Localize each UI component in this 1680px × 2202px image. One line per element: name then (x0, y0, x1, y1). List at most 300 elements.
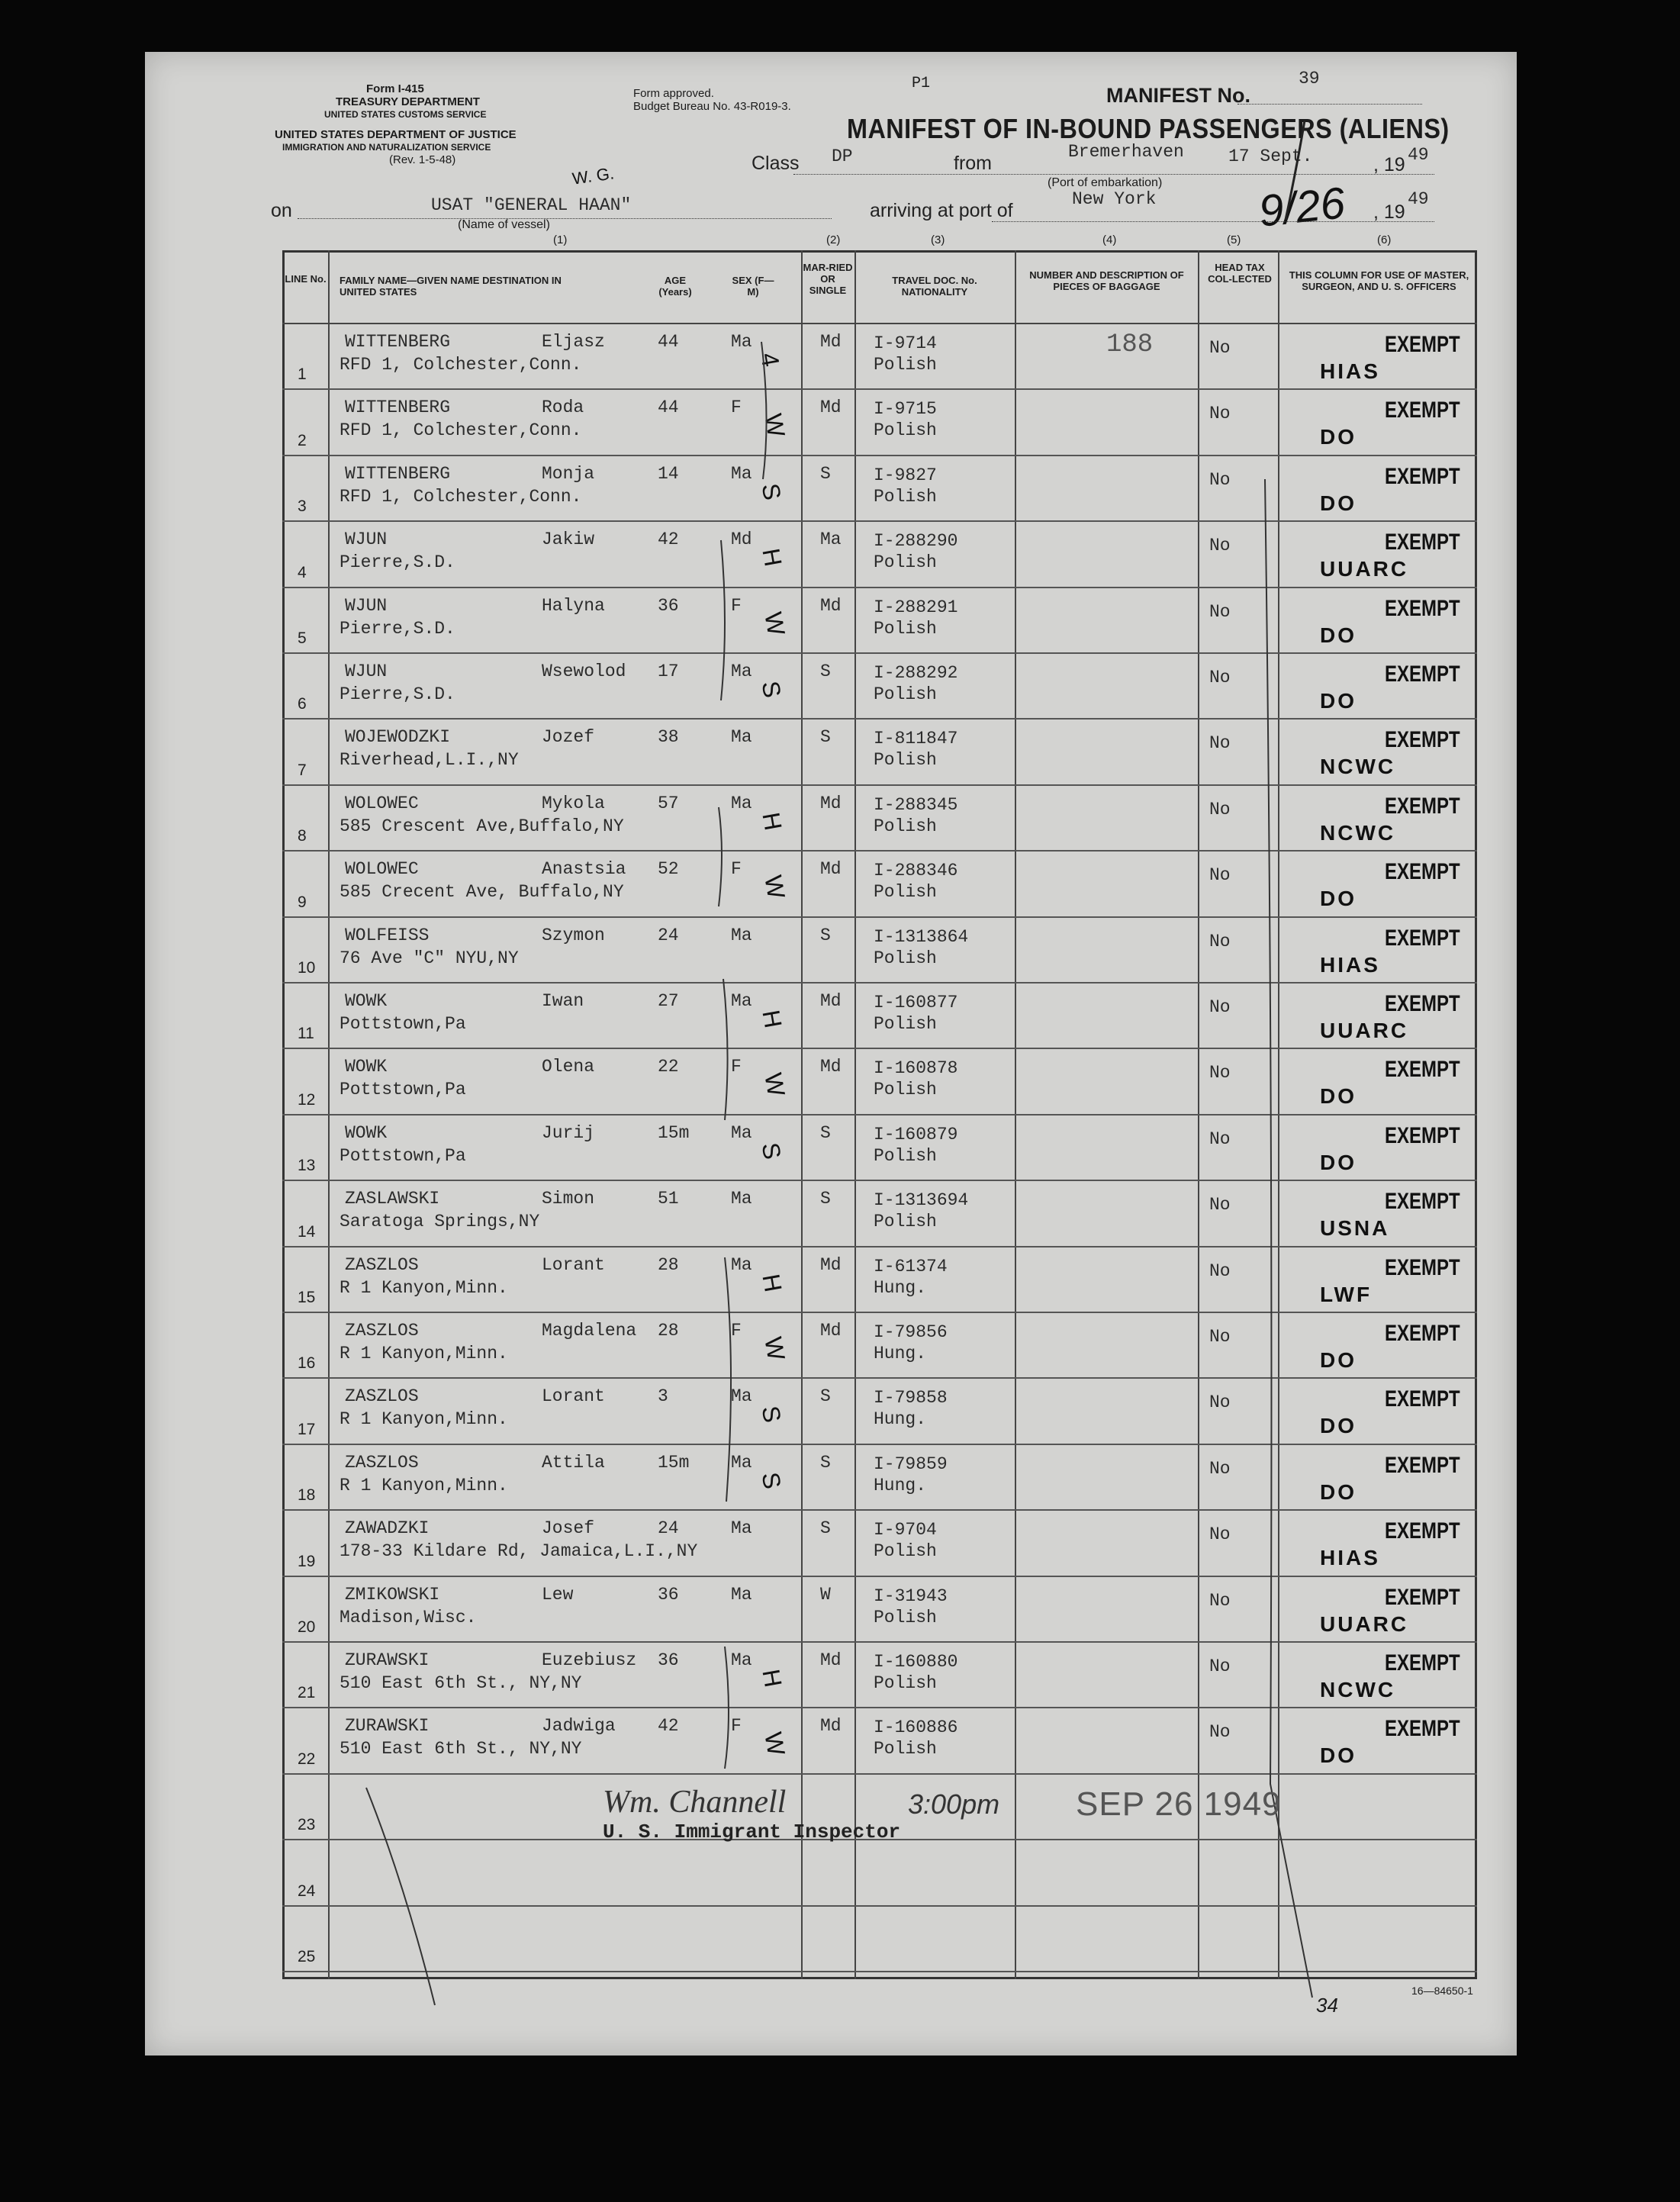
family-relation-mark: H (757, 810, 787, 832)
age-value: 28 (658, 1254, 679, 1275)
line-number: 10 (298, 959, 316, 977)
marital-status: Md (820, 1716, 842, 1737)
sex-value: F (731, 1321, 742, 1341)
marital-status: Md (820, 1321, 842, 1341)
agency-note: UUARC (1320, 1611, 1409, 1636)
family-relation-mark: 4 (755, 350, 785, 369)
head-tax: No (1209, 1458, 1231, 1479)
exempt-status: EXEMPT (1385, 1452, 1460, 1478)
sex-value: F (731, 1057, 742, 1077)
line-number: 9 (298, 893, 307, 911)
age-value: 28 (658, 1321, 679, 1341)
sex-value: Ma (731, 332, 752, 352)
head-tax: No (1209, 1392, 1231, 1413)
family-name: WITTENBERG (345, 463, 451, 484)
agency-note: DO (1320, 1743, 1357, 1768)
head-tax: No (1209, 1590, 1231, 1611)
destination: RFD 1, Colchester,Conn. (340, 355, 582, 375)
destination: Madison,Wisc. (340, 1607, 477, 1627)
exempt-status: EXEMPT (1385, 1057, 1460, 1083)
travel-doc-number: I-288346 (874, 861, 958, 881)
sex-value: Ma (731, 1584, 752, 1605)
agency-note: DO (1320, 1084, 1357, 1109)
page-mark: P1 (912, 75, 931, 92)
sex-value: Ma (731, 1122, 752, 1143)
sex-value: F (731, 859, 742, 880)
class-label: Class (751, 153, 800, 174)
agency-note: DO (1320, 689, 1357, 713)
given-name: Attila (542, 1452, 605, 1473)
sex-value: Ma (731, 727, 752, 748)
age-value: 3 (658, 1386, 668, 1407)
travel-doc-number: I-79856 (874, 1322, 948, 1342)
family-name: WOJEWODZKI (345, 727, 451, 748)
travel-doc-number: I-9714 (874, 333, 937, 353)
exempt-status: EXEMPT (1385, 793, 1460, 819)
on-label: on (271, 200, 292, 221)
line-number: 2 (298, 431, 307, 449)
head-tax: No (1209, 668, 1231, 687)
nationality: Polish (874, 1673, 937, 1693)
given-name: Magdalena (542, 1321, 637, 1341)
family-relation-mark: S (756, 1470, 787, 1491)
line-number: 13 (298, 1157, 316, 1175)
col-number: (2) (826, 233, 841, 246)
nationality: Polish (874, 552, 937, 573)
age-value: 24 (658, 925, 679, 945)
travel-doc-number: I-288292 (874, 663, 958, 683)
family-name: ZASZLOS (345, 1254, 419, 1275)
destination: RFD 1, Colchester,Conn. (340, 486, 582, 507)
age-value: 36 (658, 1584, 679, 1605)
head-tax: No (1209, 1260, 1231, 1281)
family-name: ZASLAWSKI (345, 1189, 440, 1209)
family-relation-mark: W (759, 411, 790, 439)
exempt-status: EXEMPT (1385, 595, 1460, 621)
marital-status: S (820, 662, 831, 681)
agency-note: DO (1320, 1348, 1357, 1372)
agency-note: NCWC (1320, 1678, 1396, 1701)
marital-status: S (820, 727, 831, 748)
family-name: ZMIKOWSKI (345, 1584, 440, 1605)
age-value: 52 (658, 859, 679, 880)
head-tax: No (1209, 799, 1231, 819)
exempt-status: EXEMPT (1385, 530, 1460, 555)
vessel-name: USAT "GENERAL HAAN" (431, 195, 632, 215)
head-tax: No (1209, 865, 1231, 886)
agency-note: DO (1320, 425, 1357, 449)
given-name: Jakiw (542, 530, 595, 550)
family-name: WITTENBERG (345, 332, 451, 352)
line-number: 18 (298, 1486, 316, 1505)
head-tax: No (1209, 1327, 1231, 1347)
family-name: ZASZLOS (345, 1452, 419, 1473)
sex-value: F (731, 595, 742, 616)
marital-status: Md (820, 1057, 842, 1077)
sex-value: F (731, 398, 742, 418)
manifest-title: MANIFEST OF IN-BOUND PASSENGERS (ALIENS) (847, 113, 1450, 144)
destination: Pierre,S.D. (340, 552, 455, 573)
agency-note: DO (1320, 1414, 1357, 1438)
age-value: 15m (658, 1122, 690, 1143)
manifest-number: 39 (1299, 69, 1320, 89)
exempt-status: EXEMPT (1385, 1650, 1460, 1676)
age-value: 17 (658, 662, 679, 681)
agency-note: HIAS (1320, 952, 1380, 977)
given-name: Simon (542, 1189, 595, 1209)
manifest-no-label: MANIFEST No. (1106, 84, 1250, 107)
travel-doc-number: I-9704 (874, 1520, 937, 1540)
col-header-officers: THIS COLUMN FOR USE OF MASTER, SURGEON, AND U. S. OFFICERS (1289, 269, 1469, 292)
age-value: 44 (658, 332, 679, 352)
family-relation-mark: H (757, 546, 787, 569)
age-value: 24 (658, 1518, 679, 1539)
travel-doc-number: I-160880 (874, 1652, 958, 1672)
age-value: 42 (658, 1716, 679, 1737)
nationality: Polish (874, 948, 937, 968)
nationality: Hung. (874, 1344, 927, 1363)
nationality: Polish (874, 1080, 937, 1100)
arrival-date-handwritten: 9/26 (1256, 178, 1347, 237)
exempt-status: EXEMPT (1385, 662, 1460, 687)
revision-date: (Rev. 1-5-48) (389, 153, 456, 166)
travel-doc-number: I-160878 (874, 1058, 958, 1079)
arrival-year: 49 (1408, 189, 1429, 209)
col-header-age: AGE (Years) (658, 275, 692, 298)
head-tax: No (1209, 469, 1231, 490)
sex-value: Md (731, 530, 752, 550)
head-tax: No (1209, 1063, 1231, 1083)
agency-note: UUARC (1320, 557, 1409, 581)
given-name: Jadwiga (542, 1716, 616, 1737)
family-name: WJUN (345, 595, 388, 616)
sex-value: Ma (731, 662, 752, 681)
ins-service: IMMIGRATION AND NATURALIZATION SERVICE (282, 142, 491, 153)
sex-value: Ma (731, 793, 752, 813)
travel-doc-number: I-1313864 (874, 926, 969, 947)
sex-value: Ma (731, 1452, 752, 1473)
marital-status: S (820, 463, 831, 484)
departure-date: 17 Sept. (1228, 146, 1313, 166)
exempt-status: EXEMPT (1385, 1321, 1460, 1346)
line-number: 23 (298, 1816, 316, 1834)
form-number: Form I-415 (366, 82, 424, 95)
col-number: (5) (1227, 233, 1241, 246)
line-number: 25 (298, 1948, 316, 1965)
signature-time: 3:00pm (908, 1788, 1000, 1820)
sex-value: Ma (731, 1650, 752, 1670)
head-tax: No (1209, 733, 1231, 754)
family-name: WOWK (345, 1057, 388, 1077)
destination: RFD 1, Colchester,Conn. (340, 420, 582, 441)
family-relation-mark: S (756, 481, 787, 502)
travel-doc-number: I-160877 (874, 993, 958, 1012)
head-tax: No (1209, 1195, 1231, 1215)
agency-note: HIAS (1320, 359, 1380, 383)
col-number: (4) (1102, 233, 1117, 246)
col-header-sex: SEX (F—M) (732, 275, 774, 298)
head-tax: No (1209, 931, 1231, 951)
marital-status: Md (820, 1254, 842, 1275)
customs-service: UNITED STATES CUSTOMS SERVICE (324, 109, 487, 120)
sex-value: Ma (731, 1386, 752, 1407)
family-name: WOWK (345, 1122, 388, 1143)
family-relation-mark: S (756, 1404, 787, 1425)
family-relation-mark: H (757, 1007, 787, 1030)
line-number: 15 (298, 1289, 316, 1306)
line-number: 4 (298, 563, 307, 581)
destination: Pierre,S.D. (340, 684, 455, 704)
sex-value: F (731, 1716, 742, 1737)
head-tax: No (1209, 1656, 1231, 1676)
family-relation-mark: W (759, 1334, 790, 1363)
exempt-status: EXEMPT (1385, 1122, 1460, 1148)
line-number: 3 (298, 497, 307, 516)
nationality: Polish (874, 618, 937, 639)
col-number: (6) (1377, 233, 1392, 246)
line-number: 20 (298, 1618, 316, 1636)
nationality: Polish (874, 1014, 937, 1034)
col-header-baggage: NUMBER AND DESCRIPTION OF PIECES OF BAGGAGE (1029, 269, 1184, 292)
sex-value: Ma (731, 991, 752, 1011)
age-value: 57 (658, 793, 679, 813)
col-number: (1) (553, 233, 568, 246)
destination: R 1 Kanyon,Minn. (340, 1409, 508, 1430)
family-name: WJUN (345, 662, 388, 681)
marital-status: Ma (820, 530, 842, 550)
head-tax: No (1209, 536, 1231, 556)
nationality: Polish (874, 750, 937, 771)
page-number: 34 (1316, 1994, 1338, 2017)
destination: 585 Crecent Ave, Buffalo,NY (340, 882, 624, 903)
family-name: WOLFEISS (345, 925, 430, 945)
arriving-label: arriving at port of (870, 200, 1013, 221)
line-number: 21 (298, 1684, 316, 1702)
col-header-travel-doc: TRAVEL DOC. No. NATIONALITY (892, 275, 977, 298)
family-relation-mark: W (759, 873, 790, 901)
given-name: Lew (542, 1584, 574, 1605)
travel-doc-number: I-160879 (874, 1124, 958, 1144)
baggage-count: 188 (1106, 330, 1154, 359)
family-name: ZAWADZKI (345, 1518, 430, 1539)
nationality: Polish (874, 1541, 937, 1562)
travel-doc-number: I-9715 (874, 399, 937, 420)
form-code: 16—84650-1 (1411, 1985, 1473, 1997)
inspector-title: U. S. Immigrant Inspector (603, 1821, 901, 1843)
head-tax: No (1209, 601, 1231, 622)
family-relation-mark: W (759, 610, 790, 638)
exempt-status: EXEMPT (1385, 1254, 1460, 1280)
nationality: Polish (874, 882, 937, 903)
exempt-status: EXEMPT (1385, 1518, 1460, 1544)
form-approved: Form approved. (633, 87, 714, 100)
family-brackets (145, 52, 1517, 2056)
agency-note: NCWC (1320, 820, 1396, 845)
marital-status: Md (820, 991, 842, 1011)
line-number: 1 (298, 365, 307, 384)
from-label: from (954, 153, 992, 174)
marital-status: Md (820, 332, 842, 352)
line-number: 22 (298, 1750, 316, 1768)
destination: Pottstown,Pa (340, 1014, 466, 1034)
date-stamp: SEP 26 1949 (1076, 1785, 1282, 1823)
family-name: WOWK (345, 991, 388, 1011)
year-label: , 19 (1373, 154, 1405, 175)
given-name: Wsewolod (542, 662, 626, 681)
destination: R 1 Kanyon,Minn. (340, 1277, 508, 1298)
line-number: 8 (298, 827, 307, 845)
sex-value: Ma (731, 1189, 752, 1209)
agency-note: DO (1320, 887, 1357, 911)
marital-status: Md (820, 398, 842, 418)
exempt-status: EXEMPT (1385, 991, 1460, 1016)
agency-note: NCWC (1320, 755, 1396, 779)
given-name: Lorant (542, 1386, 605, 1407)
age-value: 15m (658, 1452, 690, 1473)
line-number: 6 (298, 695, 307, 713)
agency-note: HIAS (1320, 1546, 1380, 1570)
age-value: 36 (658, 595, 679, 616)
age-value: 42 (658, 530, 679, 550)
travel-doc-number: I-9827 (874, 465, 937, 485)
line-number: 12 (298, 1090, 316, 1109)
family-name: ZURAWSKI (345, 1650, 430, 1670)
destination: Pierre,S.D. (340, 618, 455, 639)
arrival-port: New York (1072, 189, 1157, 209)
sex-value: Ma (731, 1254, 752, 1275)
agency-note: DO (1320, 623, 1357, 647)
given-name: Jurij (542, 1122, 595, 1143)
justice-department: UNITED STATES DEPARTMENT OF JUSTICE (275, 128, 517, 141)
family-name: ZURAWSKI (345, 1716, 430, 1737)
exempt-status: EXEMPT (1385, 398, 1460, 423)
agency-note: DO (1320, 491, 1357, 515)
marital-status: Md (820, 595, 842, 616)
given-name: Anastsia (542, 859, 626, 880)
exempt-status: EXEMPT (1385, 1189, 1460, 1215)
travel-doc-number: I-288345 (874, 794, 958, 815)
manifest-sheet (145, 52, 1517, 2056)
nationality: Polish (874, 1212, 937, 1232)
nationality: Polish (874, 816, 937, 836)
line-number: 17 (298, 1420, 316, 1438)
destination: 510 East 6th St., NY,NY (340, 1739, 582, 1759)
destination: 585 Crescent Ave,Buffalo,NY (340, 816, 624, 836)
line-number: 14 (298, 1222, 316, 1241)
travel-doc-number: I-31943 (874, 1586, 948, 1606)
destination: R 1 Kanyon,Minn. (340, 1344, 508, 1363)
family-relation-mark: H (757, 1666, 787, 1689)
line-number: 19 (298, 1552, 316, 1570)
marital-status: Md (820, 1650, 842, 1670)
agency-note: USNA (1320, 1216, 1390, 1241)
travel-doc-number: I-160886 (874, 1717, 958, 1738)
travel-doc-number: I-61374 (874, 1256, 948, 1276)
given-name: Szymon (542, 925, 605, 945)
given-name: Iwan (542, 991, 584, 1011)
exempt-status: EXEMPT (1385, 332, 1460, 357)
destination: Pottstown,Pa (340, 1080, 466, 1100)
family-relation-mark: S (756, 678, 787, 700)
family-name: WOLOWEC (345, 859, 419, 880)
destination: Saratoga Springs,NY (340, 1212, 540, 1232)
line-number: 11 (298, 1025, 314, 1043)
given-name: Olena (542, 1057, 595, 1077)
marital-status: Md (820, 793, 842, 813)
sex-value: Ma (731, 463, 752, 484)
departure-year: 49 (1408, 145, 1429, 165)
age-value: 22 (658, 1057, 679, 1077)
travel-doc-number: I-811847 (874, 729, 958, 749)
nationality: Polish (874, 486, 937, 507)
inspector-signature: Wm. Channell (603, 1785, 787, 1820)
nationality: Polish (874, 420, 937, 441)
given-name: Josef (542, 1518, 595, 1539)
nationality: Hung. (874, 1277, 927, 1298)
head-tax: No (1209, 1524, 1231, 1545)
given-name: Monja (542, 463, 595, 484)
nationality: Polish (874, 1739, 937, 1759)
marital-status: S (820, 1122, 831, 1143)
marital-status: W (820, 1584, 831, 1605)
age-value: 44 (658, 398, 679, 418)
agency-note: UUARC (1320, 1019, 1409, 1042)
agency-note: DO (1320, 1479, 1357, 1504)
head-tax: No (1209, 997, 1231, 1017)
col-header-name: FAMILY NAME—GIVEN NAME DESTINATION IN UNITED STATES (340, 275, 562, 298)
line-number: 24 (298, 1882, 316, 1900)
col-header-line-no: LINE No. (285, 273, 327, 285)
class-value: DP (832, 146, 853, 166)
agency-note: LWF (1320, 1282, 1373, 1306)
marital-status: S (820, 925, 831, 945)
marital-status: S (820, 1518, 831, 1539)
destination: R 1 Kanyon,Minn. (340, 1475, 508, 1495)
age-value: 27 (658, 991, 679, 1011)
nationality: Polish (874, 684, 937, 704)
destination: Pottstown,Pa (340, 1145, 466, 1166)
treasury-department: TREASURY DEPARTMENT (336, 95, 480, 108)
age-value: 38 (658, 727, 679, 748)
marital-status: Md (820, 859, 842, 880)
exempt-status: EXEMPT (1385, 1386, 1460, 1412)
given-name: Eljasz (542, 332, 605, 352)
marital-status: S (820, 1189, 831, 1209)
age-value: 51 (658, 1189, 679, 1209)
sex-value: Ma (731, 925, 752, 945)
destination: 76 Ave "C" NYU,NY (340, 948, 519, 968)
travel-doc-number: I-79859 (874, 1454, 948, 1474)
exempt-status: EXEMPT (1385, 1716, 1460, 1742)
age-value: 36 (658, 1650, 679, 1670)
given-name: Halyna (542, 595, 605, 616)
exempt-status: EXEMPT (1385, 727, 1460, 753)
travel-doc-number: I-288291 (874, 597, 958, 617)
family-name: ZASZLOS (345, 1321, 419, 1341)
travel-doc-number: I-288290 (874, 531, 958, 552)
age-value: 14 (658, 463, 679, 484)
vessel-handwritten: W. G. (571, 163, 616, 188)
travel-doc-number: I-79858 (874, 1388, 948, 1408)
nationality: Hung. (874, 1409, 927, 1430)
given-name: Jozef (542, 727, 595, 748)
head-tax: No (1209, 338, 1231, 358)
travel-doc-number: I-1313694 (874, 1190, 969, 1211)
arrival-year-label: , 19 (1373, 201, 1405, 223)
exempt-status: EXEMPT (1385, 1584, 1460, 1610)
embarkation-port: Bremerhaven (1068, 142, 1184, 162)
line-number: 7 (298, 761, 307, 779)
